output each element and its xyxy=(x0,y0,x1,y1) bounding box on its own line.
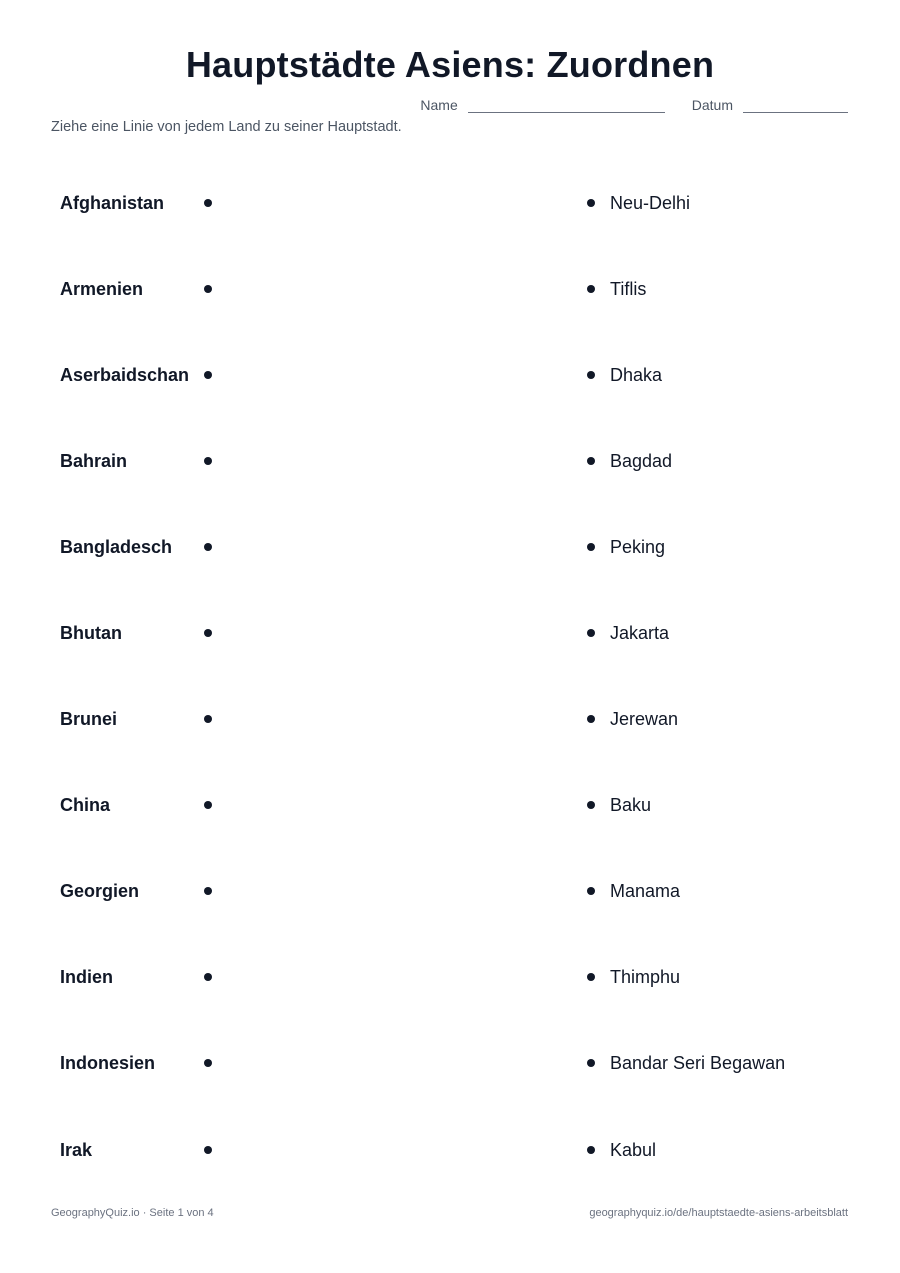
country-label: Georgien xyxy=(60,881,140,901)
country-label: Brunei xyxy=(60,709,118,729)
capital-label: Kabul xyxy=(610,1140,657,1160)
country-dot[interactable] xyxy=(204,1059,212,1067)
match-row xyxy=(0,188,900,218)
capital-dot[interactable] xyxy=(587,543,595,551)
capital-label: Peking xyxy=(610,537,666,557)
capital-dot[interactable] xyxy=(587,371,595,379)
capital-label: Manama xyxy=(610,881,681,901)
country-dot[interactable] xyxy=(204,801,212,809)
capital-label: Tiflis xyxy=(610,279,647,299)
match-row xyxy=(0,1135,900,1165)
country-dot[interactable] xyxy=(204,973,212,981)
match-row xyxy=(0,876,900,906)
capital-label: Thimphu xyxy=(610,967,681,987)
capital-label: Dhaka xyxy=(610,365,663,385)
country-dot[interactable] xyxy=(204,457,212,465)
name-date-fields xyxy=(420,96,848,113)
capital-dot[interactable] xyxy=(587,1059,595,1067)
capital-label: Neu-Delhi xyxy=(610,193,691,213)
country-label: Afghanistan xyxy=(60,193,165,213)
country-dot[interactable] xyxy=(204,199,212,207)
country-label: Aserbaidschan xyxy=(60,365,190,385)
capital-dot[interactable] xyxy=(587,801,595,809)
match-row xyxy=(0,274,900,304)
footer-page-info: GeographyQuiz.io · Seite 1 von 4 xyxy=(51,1207,214,1219)
instructions: Ziehe eine Linie von jedem Land zu seiner Hauptstadt. xyxy=(51,119,402,135)
match-row xyxy=(0,446,900,476)
date-line[interactable] xyxy=(743,96,848,113)
country-label: Armenien xyxy=(60,279,144,299)
capital-dot[interactable] xyxy=(587,199,595,207)
name-label: Name xyxy=(420,97,458,113)
capital-label: Baku xyxy=(610,795,652,815)
country-dot[interactable] xyxy=(204,371,212,379)
capital-dot[interactable] xyxy=(587,457,595,465)
match-row xyxy=(0,704,900,734)
page-title: Hauptstädte Asiens: Zuordnen xyxy=(185,44,715,85)
country-dot[interactable] xyxy=(204,285,212,293)
country-label: China xyxy=(60,795,111,815)
country-dot[interactable] xyxy=(204,1146,212,1154)
country-dot[interactable] xyxy=(204,887,212,895)
match-row xyxy=(0,790,900,820)
country-label: Indonesien xyxy=(60,1053,156,1073)
country-label: Bangladesch xyxy=(60,537,173,557)
capital-dot[interactable] xyxy=(587,715,595,723)
date-label: Datum xyxy=(691,97,733,113)
country-dot[interactable] xyxy=(204,715,212,723)
country-dot[interactable] xyxy=(204,543,212,551)
match-row xyxy=(0,360,900,390)
capital-label: Jerewan xyxy=(610,709,679,729)
capital-dot[interactable] xyxy=(587,285,595,293)
match-row xyxy=(0,962,900,992)
capital-dot[interactable] xyxy=(587,1146,595,1154)
capital-label: Jakarta xyxy=(610,623,670,643)
match-row xyxy=(0,1048,900,1078)
capital-label: Bandar Seri Begawan xyxy=(610,1053,786,1073)
country-label: Irak xyxy=(60,1140,93,1160)
footer-url: geographyquiz.io/de/hauptstaedte-asiens-arbeitsblatt xyxy=(589,1207,848,1219)
capital-dot[interactable] xyxy=(587,629,595,637)
capital-dot[interactable] xyxy=(587,887,595,895)
country-label: Indien xyxy=(60,967,113,987)
country-label: Bahrain xyxy=(60,451,128,471)
country-dot[interactable] xyxy=(204,629,212,637)
match-row xyxy=(0,618,900,648)
country-label: Bhutan xyxy=(60,623,122,643)
capital-label: Bagdad xyxy=(610,451,673,471)
capital-dot[interactable] xyxy=(587,973,595,981)
match-row xyxy=(0,532,900,562)
name-line[interactable] xyxy=(468,96,665,113)
